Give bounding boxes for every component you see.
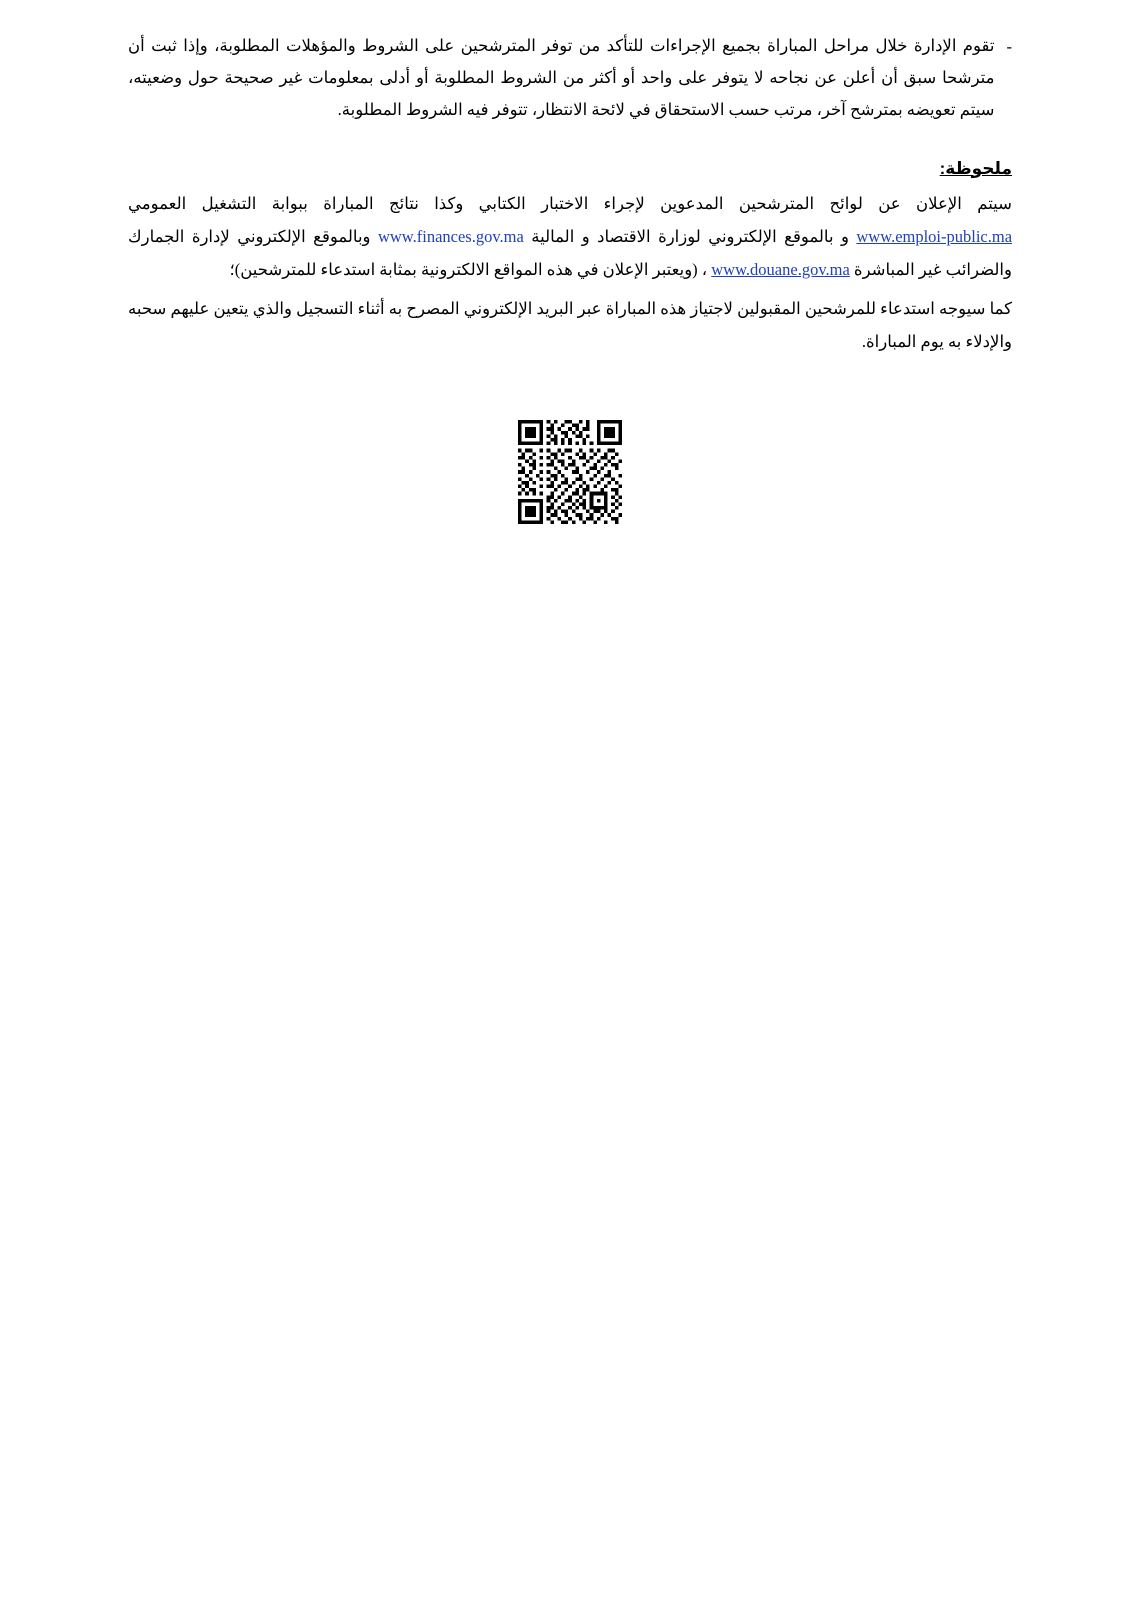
note-text-segment-4: ، (ويعتبر الإعلان في هذه المواقع الالكترونية بمثابة استدعاء للمترشحين)؛ (229, 259, 708, 279)
note-paragraph-2: كما سيوجه استدعاء للمرشحين المقبولين لاجتياز هذه المباراة عبر البريد الإلكتروني المصرح به أثناء التسجيل والذي يتعين عليهم سحبه والإدلاء به يوم المباراة. (128, 298, 1012, 351)
note-text-segment-3: وبالموقع الإلكتروني لإدارة الجمارك والضرائب غير المباشرة (128, 226, 1012, 279)
link-finances[interactable]: www.finances.gov.ma (377, 226, 524, 246)
document-content (128, 30, 1012, 358)
link-douane[interactable]: www.douane.gov.ma (711, 259, 850, 279)
qr-code-icon (506, 404, 634, 540)
note-text-segment-1: سيتم الإعلان عن لوائح المترشحين المدعوين لإجراء الاختبار الكتابي وكذا نتائج المباراة ببوابة التشغيل العمومي (128, 193, 1012, 213)
bullet-paragraph: تقوم الإدارة خلال مراحل المباراة بجميع الإجراءات للتأكد من توفر المترشحين على الشروط والمؤهلات المطلوبة، وإذا ثبت أن مترشحا سبق أن أعلن عن نجاحه لا يتوفر على واحد أو أكثر من الشروط المطلوبة أو أدلى بمعلومات غير صحيحة حول وضعيته، سيتم تعويضه بمترشح آخر، مرتب حسب الاستحقاق في لائحة الانتظار، تتوفر فيه الشروط المطلوبة. (128, 36, 995, 120)
note-text-segment-2: و بالموقع الإلكتروني لوزارة الاقتصاد و المالية (531, 226, 849, 246)
spacer (128, 137, 1012, 159)
note-heading: ملحوظة: (939, 158, 1012, 178)
note-paragraph-1 (128, 187, 1012, 286)
qr-code-container (0, 404, 1140, 540)
bullet-item (128, 30, 1012, 127)
link-emploi-public[interactable]: www.emploi-public.ma (856, 226, 1013, 246)
bullet-marker: - (1006, 37, 1012, 56)
